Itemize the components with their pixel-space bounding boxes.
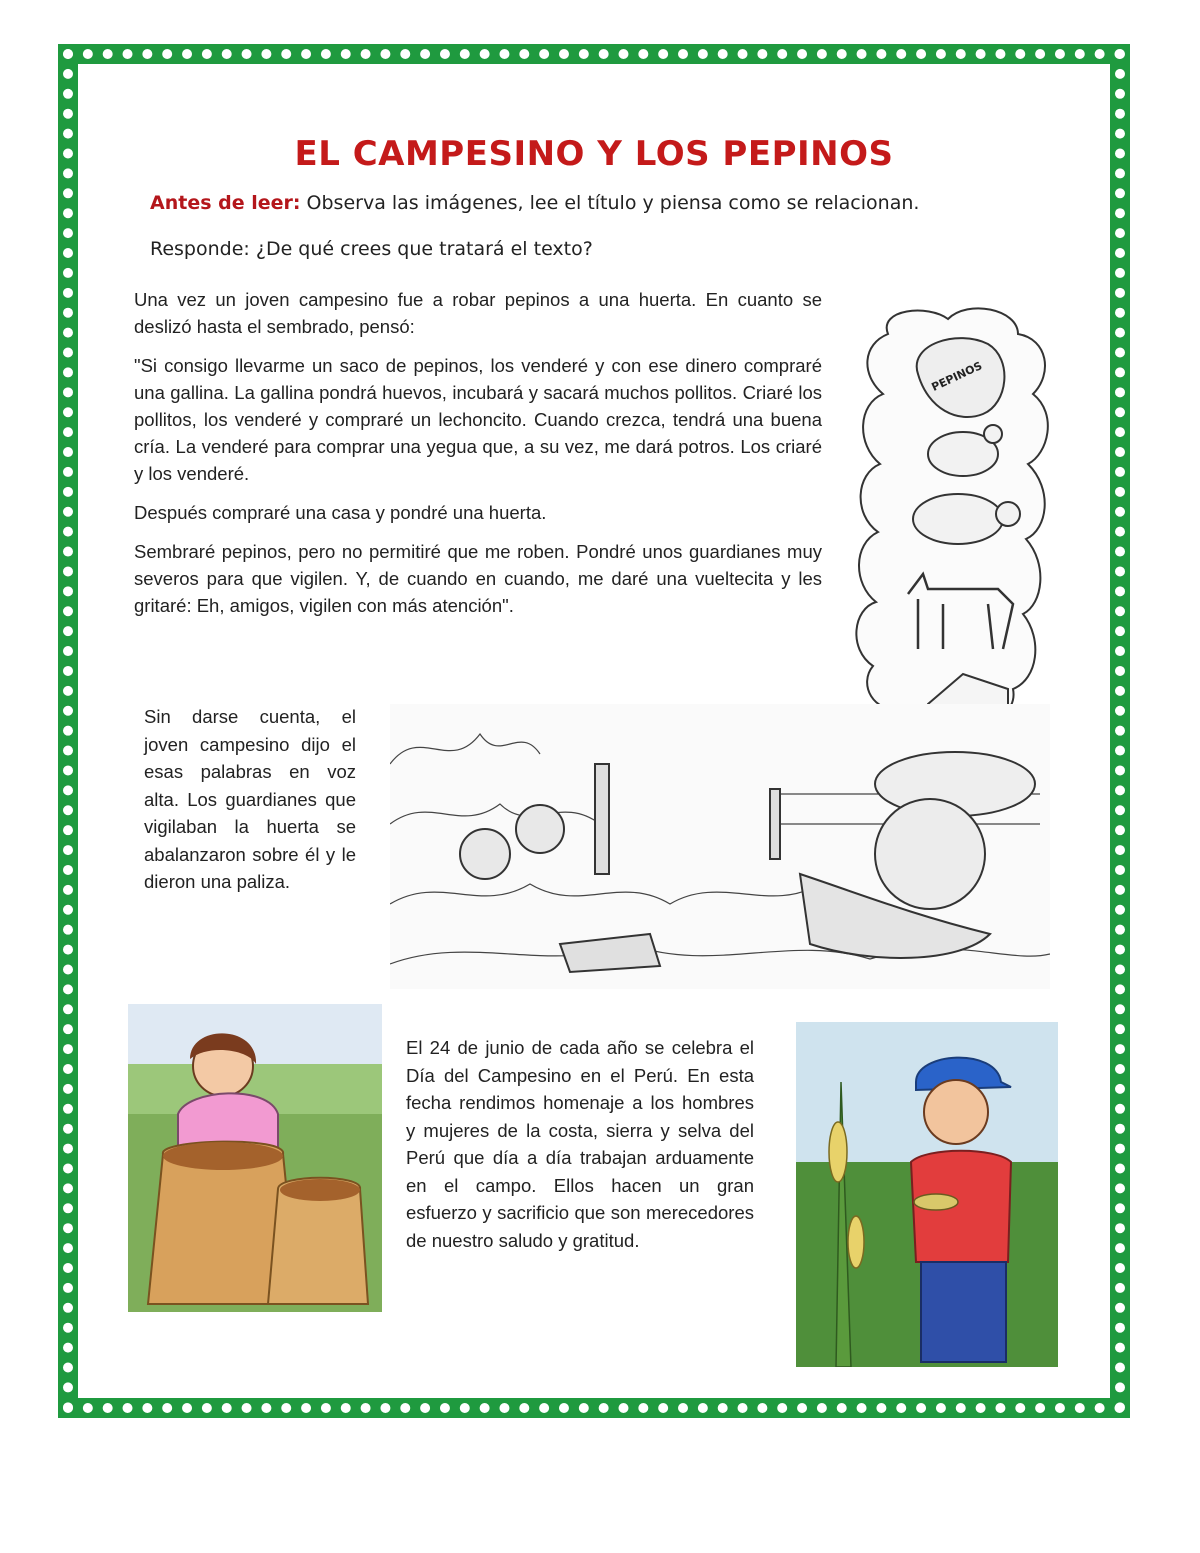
story-paragraph-1: Una vez un joven campesino fue a robar pepinos a una huerta. En cuanto se deslizó hasta el sembrado, pensó: bbox=[134, 289, 822, 337]
boy-head bbox=[924, 1080, 988, 1144]
farmer-day-info: El 24 de junio de cada año se celebra el Día del Campesino en el Perú. En esta fecha rendimos homenaje a los hombres y mujeres de la costa, sierra y selva del Perú que día a día trabajan arduamente en el campo. Ellos hacen un gran esfuerzo y sacrificio que son merecedores de nuestro saludo y gratitud. bbox=[406, 1037, 754, 1251]
guard-head-1 bbox=[460, 829, 510, 879]
respond-question: Responde: ¿De qué crees que tratará el texto? bbox=[150, 238, 593, 260]
farmer-face bbox=[875, 799, 985, 909]
story-paragraph-2: "Si consigo llevarme un saco de pepinos, los venderé y con ese dinero compraré una gallina. La gallina pondrá huevos, incubará y sacará muchos pollitos. Criaré los pollitos, los venderé y compraré un lechoncito. Cuando crezca, tendrá una buena cría. La venderé para comprar una yegua que, a su vez, me dará potros. Los criaré y los venderé. bbox=[134, 355, 822, 484]
before-reading-instruction bbox=[150, 192, 919, 214]
pig-icon bbox=[913, 494, 1003, 544]
bubble-label: PEPINOS bbox=[929, 359, 985, 394]
before-reading-label: Antes de leer: bbox=[150, 192, 301, 214]
before-reading-text: Observa las imágenes, lee el título y piensa como se relacionan. bbox=[306, 192, 920, 214]
page-title: EL CAMPESINO Y LOS PEPINOS bbox=[294, 134, 894, 174]
corn-cob-icon bbox=[829, 1122, 847, 1182]
dream-thought-bubble-illustration bbox=[848, 304, 1068, 764]
story-paragraph-5: Sin darse cuenta, el joven campesino dijo el esas palabras en voz alta. Los guardianes que vigilaban la huerta se abalanzaron sobre él y le dieron una paliza. bbox=[144, 706, 356, 892]
story-paragraph-4: Sembraré pepinos, pero no permitiré que me roben. Pondré unos guardianes muy severos para que vigilen. Y, de cuando en cuando, me daré una vueltecita y les gritaré: Eh, amigos, vigilen con más atención". bbox=[134, 541, 822, 616]
story-text bbox=[134, 286, 822, 631]
boy-with-corn-illustration bbox=[796, 1022, 1058, 1367]
worksheet-content bbox=[78, 64, 1110, 1398]
woman-with-potato-sacks-illustration bbox=[128, 1004, 382, 1312]
story-paragraph-3: Después compraré una casa y pondré una huerta. bbox=[134, 502, 547, 523]
farmer-and-guards-illustration bbox=[390, 704, 1050, 989]
guard-head-2 bbox=[516, 805, 564, 853]
